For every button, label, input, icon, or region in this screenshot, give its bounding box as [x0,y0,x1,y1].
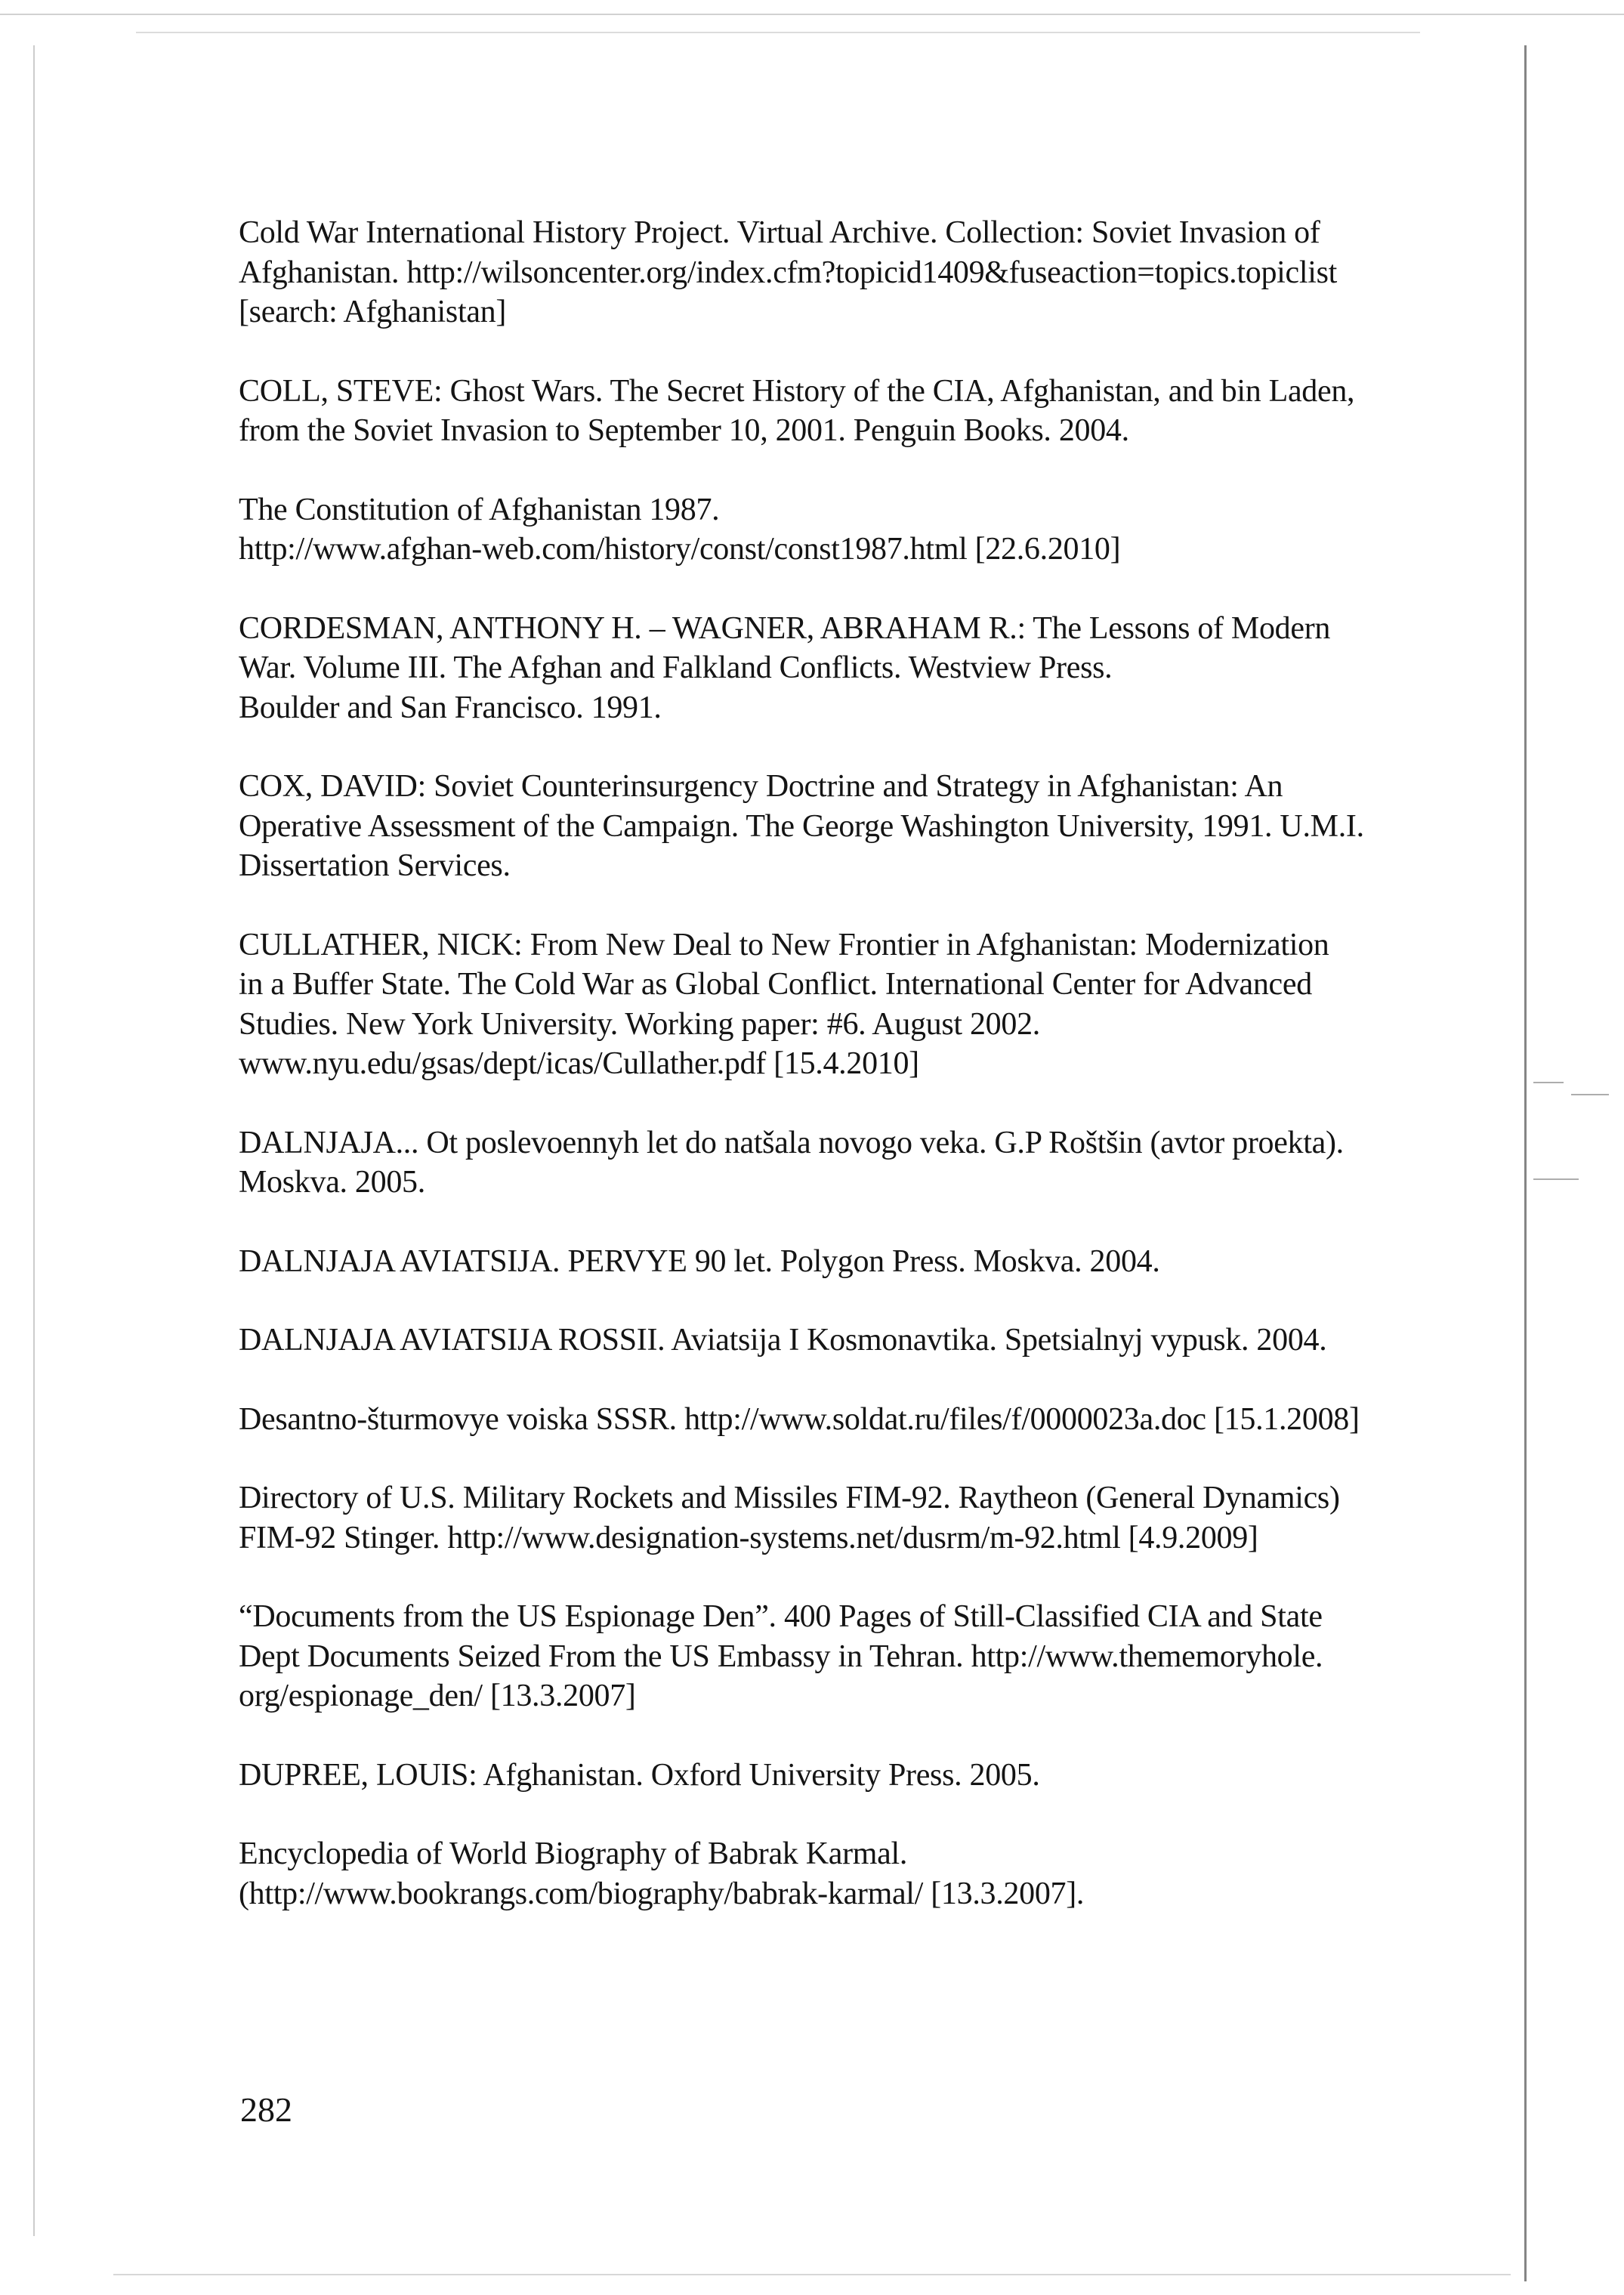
entry-line: Cold War International History Project. Virtual Archive. Collection: Soviet Invasion of [239,215,1320,250]
page-number: 282 [240,2090,292,2129]
entry-line: from the Soviet Invasion to September 10, 2001. Penguin Books. 2004. [239,413,1129,448]
entry-line: DALNJAJA AVIATSIJA ROSSII. Aviatsija I Kosmonavtika. Spetsialnyj vypusk. 2004. [239,1323,1327,1358]
bibliography-entry [239,213,1440,332]
entry-line: COX, DAVID: Soviet Counterinsurgency Doctrine and Strategy in Afghanistan: An [239,769,1283,804]
entry-line: Operative Assessment of the Campaign. The George Washington University, 1991. U.M.I. [239,808,1364,844]
bibliography-entry [239,1756,1440,1796]
bibliography-entry [239,767,1440,886]
bibliography-entry [239,609,1440,728]
entry-line: DUPREE, LOUIS: Afghanistan. Oxford University Press. 2005. [239,1757,1040,1793]
scan-edge-right [1524,45,1527,2281]
entry-line: www.nyu.edu/gsas/dept/icas/Cullather.pdf [15.4.2010] [239,1046,919,1081]
bibliography-entry [239,925,1440,1084]
entry-line: Desantno-šturmovye voiska SSSR. http://www.soldat.ru/files/f/0000023a.doc [15.1.2008] [239,1401,1360,1437]
entry-line: Encyclopedia of World Biography of Babrak Karmal. [239,1836,908,1871]
scan-mark [1533,1082,1564,1083]
entry-line: Studies. New York University. Working paper: #6. August 2002. [239,1006,1040,1042]
entry-line: Dissertation Services. [239,848,511,883]
entry-line: COLL, STEVE: Ghost Wars. The Secret History of the CIA, Afghanistan, and bin Laden, [239,373,1355,409]
entry-line: Dept Documents Seized From the US Embassy in Tehran. http://www.thememoryhole. [239,1639,1323,1674]
scan-mark [1533,1178,1579,1180]
entry-line: Afghanistan. http://wilsoncenter.org/index.cfm?topicid1409&fuseaction=topics.topiclist [239,255,1338,290]
bibliography-entry [239,1320,1440,1361]
entry-line: CULLATHER, NICK: From New Deal to New Frontier in Afghanistan: Modernization [239,927,1329,962]
entry-line: Boulder and San Francisco. 1991. [239,690,662,725]
entry-line: CORDESMAN, ANTHONY H. – WAGNER, ABRAHAM R.: The Lessons of Modern [239,610,1331,646]
scan-edge-top [0,14,1624,15]
entry-line: http://www.afghan-web.com/history/const/const1987.html [22.6.2010] [239,532,1121,567]
bibliography-entry [239,1597,1440,1716]
bibliography-entry [239,1478,1440,1558]
entry-line: FIM-92 Stinger. http://www.designation-systems.net/dusrm/m-92.html [4.9.2009] [239,1520,1258,1555]
bibliography-entry [239,1834,1440,1914]
entry-line: in a Buffer State. The Cold War as Global Conflict. International Center for Advanced [239,967,1312,1002]
scan-edge-top-inner [136,32,1420,33]
bibliography-entry [239,372,1440,451]
scan-edge-bottom [113,2274,1511,2275]
entry-line: [search: Afghanistan] [239,295,507,329]
entry-line: DALNJAJA AVIATSIJA. PERVYE 90 let. Polygon Press. Moskva. 2004. [239,1243,1160,1279]
scan-mark [1571,1094,1609,1095]
entry-line: Moskva. 2005. [239,1165,425,1200]
bibliography-entry [239,1400,1440,1440]
entry-line: The Constitution of Afghanistan 1987. [239,492,720,527]
bibliography-entry [239,1123,1440,1203]
bibliography-entry [239,490,1440,570]
bibliography-entry [239,1242,1440,1282]
entry-line: “Documents from the US Espionage Den”. 400 Pages of Still-Classified CIA and State [239,1599,1323,1634]
bibliography-list [239,213,1440,1953]
scan-edge-left [33,45,35,2236]
entry-line: Directory of U.S. Military Rockets and Missiles FIM-92. Raytheon (General Dynamics) [239,1481,1340,1515]
entry-line: org/espionage_den/ [13.3.2007] [239,1679,636,1713]
entry-line: War. Volume III. The Afghan and Falkland Conflicts. Westview Press. [239,650,1113,685]
entry-line: (http://www.bookrangs.com/biography/babrak-karmal/ [13.3.2007]. [239,1876,1085,1911]
entry-line: DALNJAJA... Ot poslevoennyh let do natšala novogo veka. G.P Roštšin (avtor proekta). [239,1125,1344,1160]
